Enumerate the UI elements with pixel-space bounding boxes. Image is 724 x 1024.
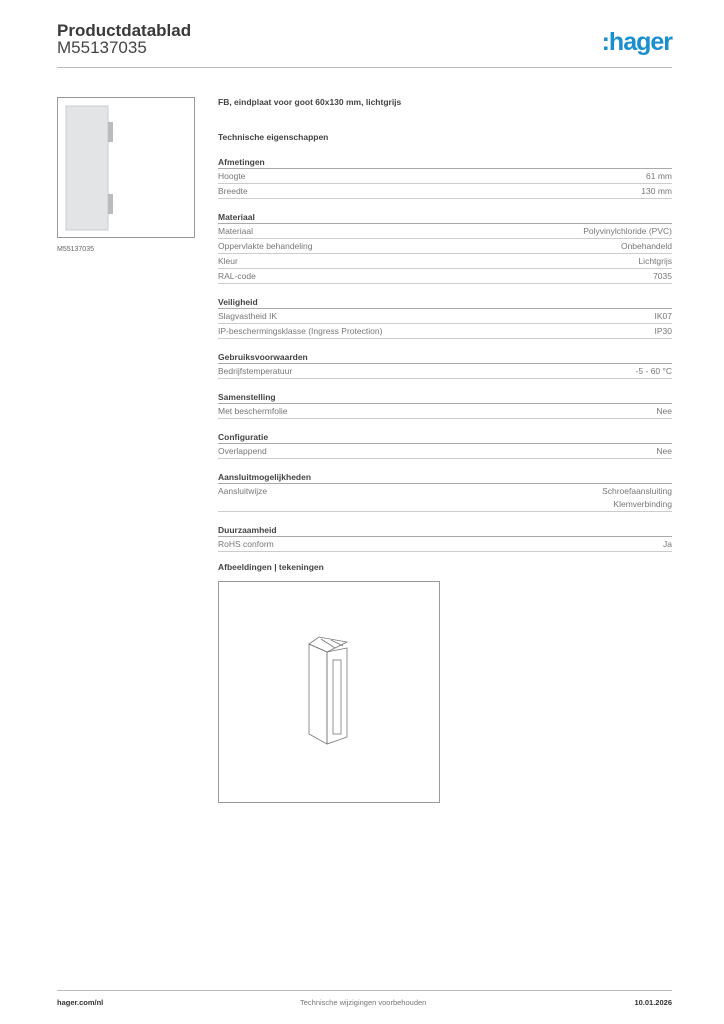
footer-divider [57, 990, 672, 991]
spec-label: RAL-code [218, 271, 256, 281]
spec-value-line: Lichtgrijs [638, 256, 672, 266]
spec-value-line: Klemverbinding [613, 499, 672, 509]
spec-value [638, 255, 672, 268]
hager-logo: :hager [601, 28, 672, 56]
spec-row [218, 404, 672, 419]
spec-row [218, 269, 672, 284]
spec-value-line: Nee [656, 446, 672, 456]
spec-value [655, 310, 673, 323]
spec-label: Met beschermfolie [218, 406, 288, 416]
spec-row [218, 184, 672, 199]
spec-row [218, 324, 672, 339]
spec-value [646, 170, 672, 183]
spec-section [218, 155, 672, 199]
footer-website[interactable]: hager.com/nl [57, 998, 104, 1007]
spec-row [218, 224, 672, 239]
spec-row [218, 444, 672, 459]
spec-section [218, 350, 672, 379]
spec-value-line: Ja [663, 539, 672, 549]
spec-value-line: IK07 [654, 311, 672, 321]
section-heading: Veiligheid [218, 295, 672, 309]
footer-date: 10.01.2026 [634, 998, 672, 1007]
spec-value-line: 130 mm [641, 186, 672, 196]
product-description: FB, eindplaat voor goot 60x130 mm, lichtgrijs [218, 97, 402, 107]
spec-section [218, 523, 672, 552]
spec-value-line: Nee [656, 406, 672, 416]
spec-value-line: Onbehandeld [620, 241, 672, 251]
spec-value [602, 485, 672, 511]
spec-label: Overlappend [218, 446, 267, 456]
page-title: Productdatablad [57, 21, 192, 40]
technical-drawing [218, 581, 440, 803]
spec-section [218, 295, 672, 339]
spec-value [655, 325, 673, 338]
header-divider [57, 67, 672, 68]
spec-row [218, 169, 672, 184]
spec-value [663, 538, 672, 551]
product-image-caption: M55137035 [57, 246, 94, 253]
spec-value [656, 445, 672, 458]
spec-label: Aansluitwijze [218, 486, 268, 496]
spec-value [653, 270, 672, 283]
section-heading: Duurzaamheid [218, 523, 672, 537]
section-heading: Samenstelling [218, 390, 672, 404]
drawings-heading: Afbeeldingen | tekeningen [218, 562, 324, 572]
spec-value [641, 185, 672, 198]
spec-row [218, 309, 672, 324]
spec-row [218, 239, 672, 254]
section-heading: Aansluitmogelijkheden [218, 470, 672, 484]
spec-row [218, 254, 672, 269]
spec-value [583, 225, 672, 238]
spec-label: Breedte [218, 186, 248, 196]
spec-label: Oppervlakte behandeling [218, 241, 313, 251]
spec-label: IP-beschermingsklasse (Ingress Protection) [218, 326, 383, 336]
spec-label: Hoogte [218, 171, 246, 181]
spec-value [656, 405, 672, 418]
spec-section [218, 430, 672, 459]
section-heading: Materiaal [218, 210, 672, 224]
spec-value-line: 7035 [653, 271, 672, 281]
spec-value-line: 61 mm [646, 171, 672, 181]
spec-label: Materiaal [218, 226, 253, 236]
footer-note: Technische wijzigingen voorbehouden [300, 998, 427, 1007]
product-code: M55137035 [57, 38, 147, 57]
spec-label: Kleur [218, 256, 238, 266]
tech-heading: Technische eigenschappen [218, 132, 329, 142]
spec-value-line: -5 - 60 °C [635, 366, 672, 376]
spec-section [218, 390, 672, 419]
spec-section [218, 210, 672, 284]
spec-value-line: Schroefaansluiting [602, 486, 672, 496]
spec-label: RoHS conform [218, 539, 274, 549]
section-heading: Afmetingen [218, 155, 672, 169]
spec-row [218, 484, 672, 512]
section-heading: Gebruiksvoorwaarden [218, 350, 672, 364]
spec-sections [218, 155, 672, 563]
spec-value [636, 365, 672, 378]
spec-row [218, 537, 672, 552]
spec-value [621, 240, 672, 253]
product-image [57, 97, 195, 238]
spec-row [218, 364, 672, 379]
spec-label: Bedrijfstemperatuur [218, 366, 293, 376]
spec-section [218, 470, 672, 512]
spec-label: Slagvastheid IK [218, 311, 278, 321]
spec-value-line: Polyvinylchloride (PVC) [583, 226, 672, 236]
spec-value-line: IP30 [654, 326, 672, 336]
section-heading: Configuratie [218, 430, 672, 444]
